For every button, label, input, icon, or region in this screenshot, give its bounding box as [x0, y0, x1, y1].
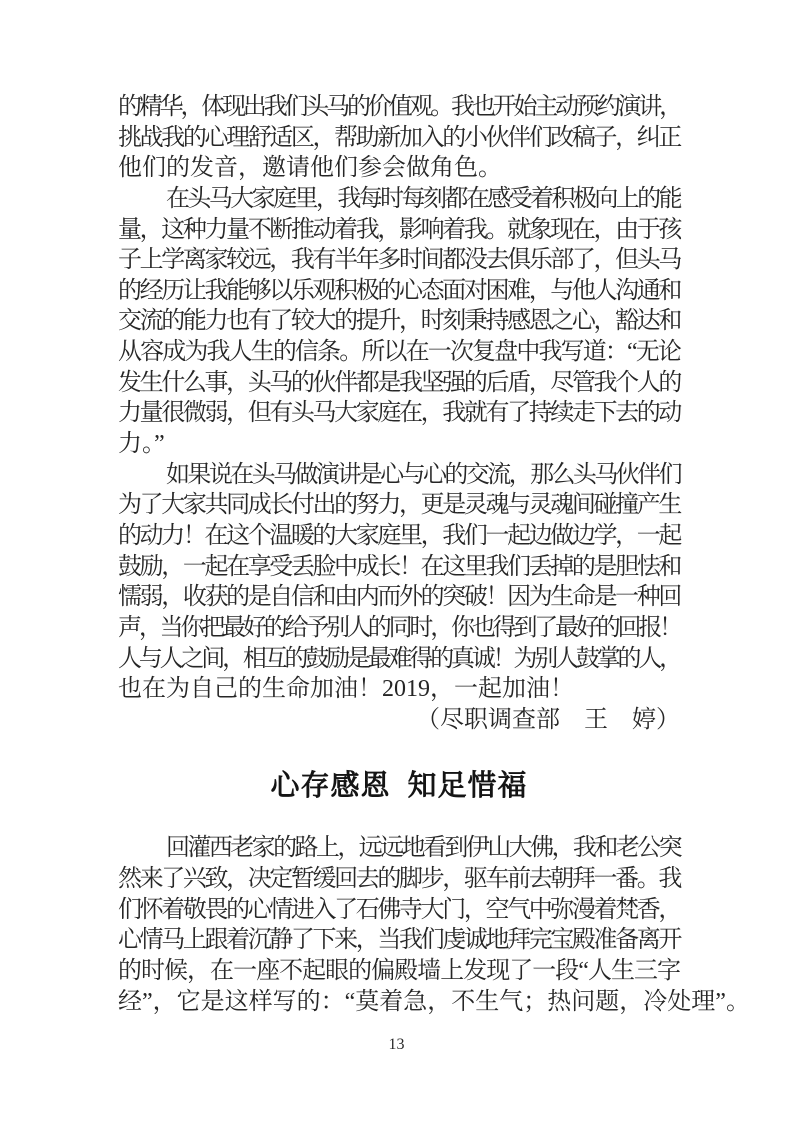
- text-line: 的动力！在这个温暖的大家庭里，我们一起边做边学，一起: [118, 522, 680, 549]
- page-body: [118, 92, 750, 1017]
- attribution-line: （尽职调查部 王 婷）: [416, 706, 680, 733]
- text-line: 力。”: [118, 431, 165, 458]
- text-line: 在头马大家庭里，我每时每刻都在感受着积极向上的能: [166, 185, 680, 212]
- text-line: 从容成为我人生的信条。所以在一次复盘中我写道：“无论: [118, 339, 680, 366]
- text-line: 的时候，在一座不起眼的偏殿墙上发现了一段“人生三字: [118, 958, 680, 985]
- text-line: 子上学离家较远，我有半年多时间都没去俱乐部了，但头马: [118, 247, 680, 274]
- text-line: 挑战我的心理舒适区，帮助新加入的小伙伴们改稿子，纠正: [118, 124, 680, 151]
- text-line: 心情马上跟着沉静了下来，当我们虔诚地拜完宝殿准备离开: [118, 927, 680, 954]
- text-line: 鼓励，一起在享受丢脸中成长！在这里我们丢掉的是胆怯和: [118, 553, 680, 580]
- next-article-paragraphs: [118, 833, 750, 1017]
- text-line: 然来了兴致，决定暂缓回去的脚步，驱车前去朝拜一番。我: [118, 866, 680, 893]
- text-line: 回灌西老家的路上，远远地看到伊山大佛，我和老公突: [166, 835, 680, 862]
- text-line: 的经历让我能够以乐观积极的心态面对困难，与他人沟通和: [118, 277, 680, 304]
- text-line: 也在为自己的生命加油！2019，一起加油！: [118, 676, 574, 703]
- section-title: 心存感恩 知足惜福: [270, 770, 528, 803]
- text-line: 他们的发音，邀请他们参会做角色。: [118, 155, 502, 182]
- text-line: 声，当你把最好的给予别人的同时，你也得到了最好的回报！: [118, 614, 680, 641]
- text-line: 的精华，体现出我们头马的价值观。我也开始主动预约演讲，: [118, 94, 680, 120]
- text-line: 如果说在头马做演讲是心与心的交流，那么头马伙伴们: [166, 461, 680, 488]
- text-line: 人与人之间，相互的鼓励是最难得的真诚！为别人鼓掌的人，: [118, 645, 680, 672]
- text-line: 发生什么事，头马的伙伴都是我坚强的后盾，尽管我个人的: [118, 369, 680, 396]
- text-line: 懦弱，收获的是自信和由内而外的突破！因为生命是一种回: [118, 584, 680, 611]
- text-line: 为了大家共同成长付出的努力，更是灵魂与灵魂间碰撞产生: [118, 492, 680, 519]
- text-line: 力量很微弱，但有头马大家庭在，我就有了持续走下去的动: [118, 400, 680, 427]
- page-number: 13: [388, 1036, 405, 1053]
- text-line: 量，这种力量不断推动着我，影响着我。就象现在，由于孩: [118, 216, 680, 243]
- text-line: 经”，它是这样写的：“莫着急，不生气；热问题，冷处理”。: [118, 988, 750, 1015]
- paragraphs-container: [118, 92, 680, 705]
- text-line: 们怀着敬畏的心情进入了石佛寺大门，空气中弥漫着梵香，: [118, 896, 680, 923]
- text-line: 交流的能力也有了较大的提升，时刻秉持感恩之心，豁达和: [118, 308, 680, 335]
- article-continuation-section: [118, 92, 680, 735]
